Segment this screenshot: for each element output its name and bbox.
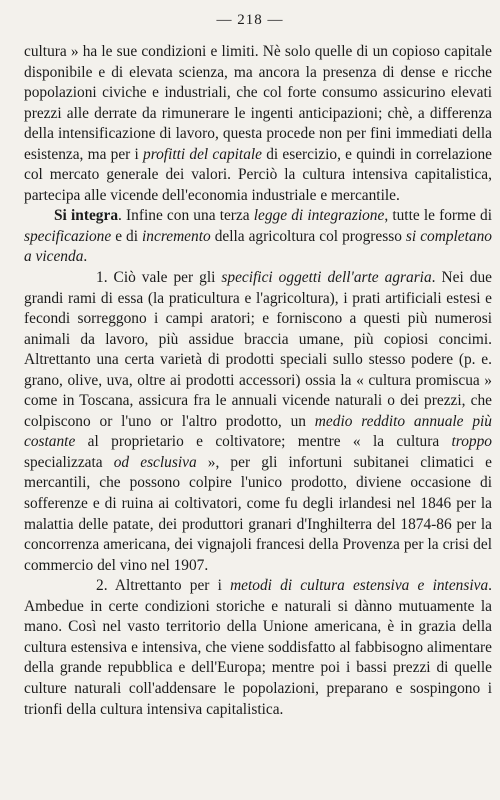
paragraph-4: [24, 576, 492, 720]
p1-italic: profitti del capitale: [143, 145, 262, 163]
p2-text: . Infine con una terza: [118, 207, 254, 225]
p3-italic: od esclusiva: [113, 453, 197, 471]
p3-text: specializzata: [24, 453, 114, 471]
p1-text-end: di esercizio, e quindi in correlazione col mercato generale dei valori. Perciò la cultura intensiva capitalistica, partecipa alle vicende dell'economia industriale e mercantile.: [24, 145, 492, 204]
p2-italic: incremento: [142, 227, 211, 245]
p2-text: , tutte le forme di: [384, 207, 492, 225]
p1-text: cultura » ha le sue condizioni e limiti. Nè solo quelle di un copioso capitale disponibile e di elevata scienza, ma ancora la presenza di dense e ricche popolazioni civiche e industriali, che col forte consumo assicurino elevati prezzi alle derrate da rimunerare le ingenti anticipazioni; chè, a differenza della intensificazione di lavoro, questa procede non per fini immediati della esistenza, ma per i: [24, 43, 492, 163]
body-text: [24, 42, 492, 720]
p3-italic: specifici oggetti dell'arte agraria: [221, 269, 432, 287]
p3-text: 1. Ciò vale per gli: [96, 269, 222, 287]
section-heading: Si integra: [54, 207, 119, 225]
page-number: — 218 —: [216, 12, 284, 28]
p2-text: e di: [111, 227, 143, 245]
p3-italic: troppo: [451, 433, 492, 451]
p3-italic: medio reddito annuale più costante: [24, 412, 492, 451]
p2-text: della agricoltura col progresso: [210, 227, 406, 245]
p3-text: . Nei due grandi rami di essa (la praticultura e l'agricoltura), i prati artificiali estesi e fecondi sorreggono i campi aratori; e forniscono a questi più numerosi animali da lavoro, più assidue braccia umane, più copiosi concimi. Altrettanto una certa varietà di prodotti speciali sullo stesso podere (p. e. grano, olive, uva, oltre ai prodotti accessori) ossia la « cultura promiscua » come in Toscana, assicura fra le annuali vicende naturali o dei prezzi, che colpiscono or l'uno or l'altro prodotto, un: [24, 269, 492, 430]
p3-text: al proprietario e coltivatore; mentre « la cultura: [75, 433, 452, 451]
p2-text: .: [83, 248, 88, 266]
p2-italic: legge di integrazione: [253, 207, 385, 225]
p4-text: . Ambedue in certe condizioni storiche e naturali si dànno mutuamente la mano. Così nel vasto territorio della Unione americana, è in grazia della cultura estensiva e intensiva, che viene soddisfatto al fabbisogno alimentare della grande repubblica e dell'Europa; mentre poi i bassi prezzi di quelle culture naturali coll'addensare le popolazioni, preparano e sospingono i trionfi della cultura intensiva capitalistica.: [24, 577, 492, 718]
paragraph-2: [24, 206, 492, 268]
p2-italic: specificazione: [24, 227, 112, 245]
p4-text: 2. Altrettanto per i: [96, 577, 231, 595]
p2-italic: si completano a vicenda: [24, 227, 492, 266]
p4-italic: metodi di cultura estensiva e intensiva: [230, 577, 489, 595]
paragraph-1: [24, 42, 492, 206]
p3-text: », per gli infortuni subitanei climatici e mercantili, che possono colpire l'unico prodotto, diviene occasione di sofferenze e di ruina ai coltivatori, come fu degli irlandesi nel 1846 per la malattia delle patate, dei produttori granari d'Inghilterra del 1874-86 per la concorrenza americana, dei vignajoli francesi della Provenza per la crisi del commercio del vino nel 1907.: [24, 453, 492, 574]
paragraph-3: [24, 268, 492, 576]
